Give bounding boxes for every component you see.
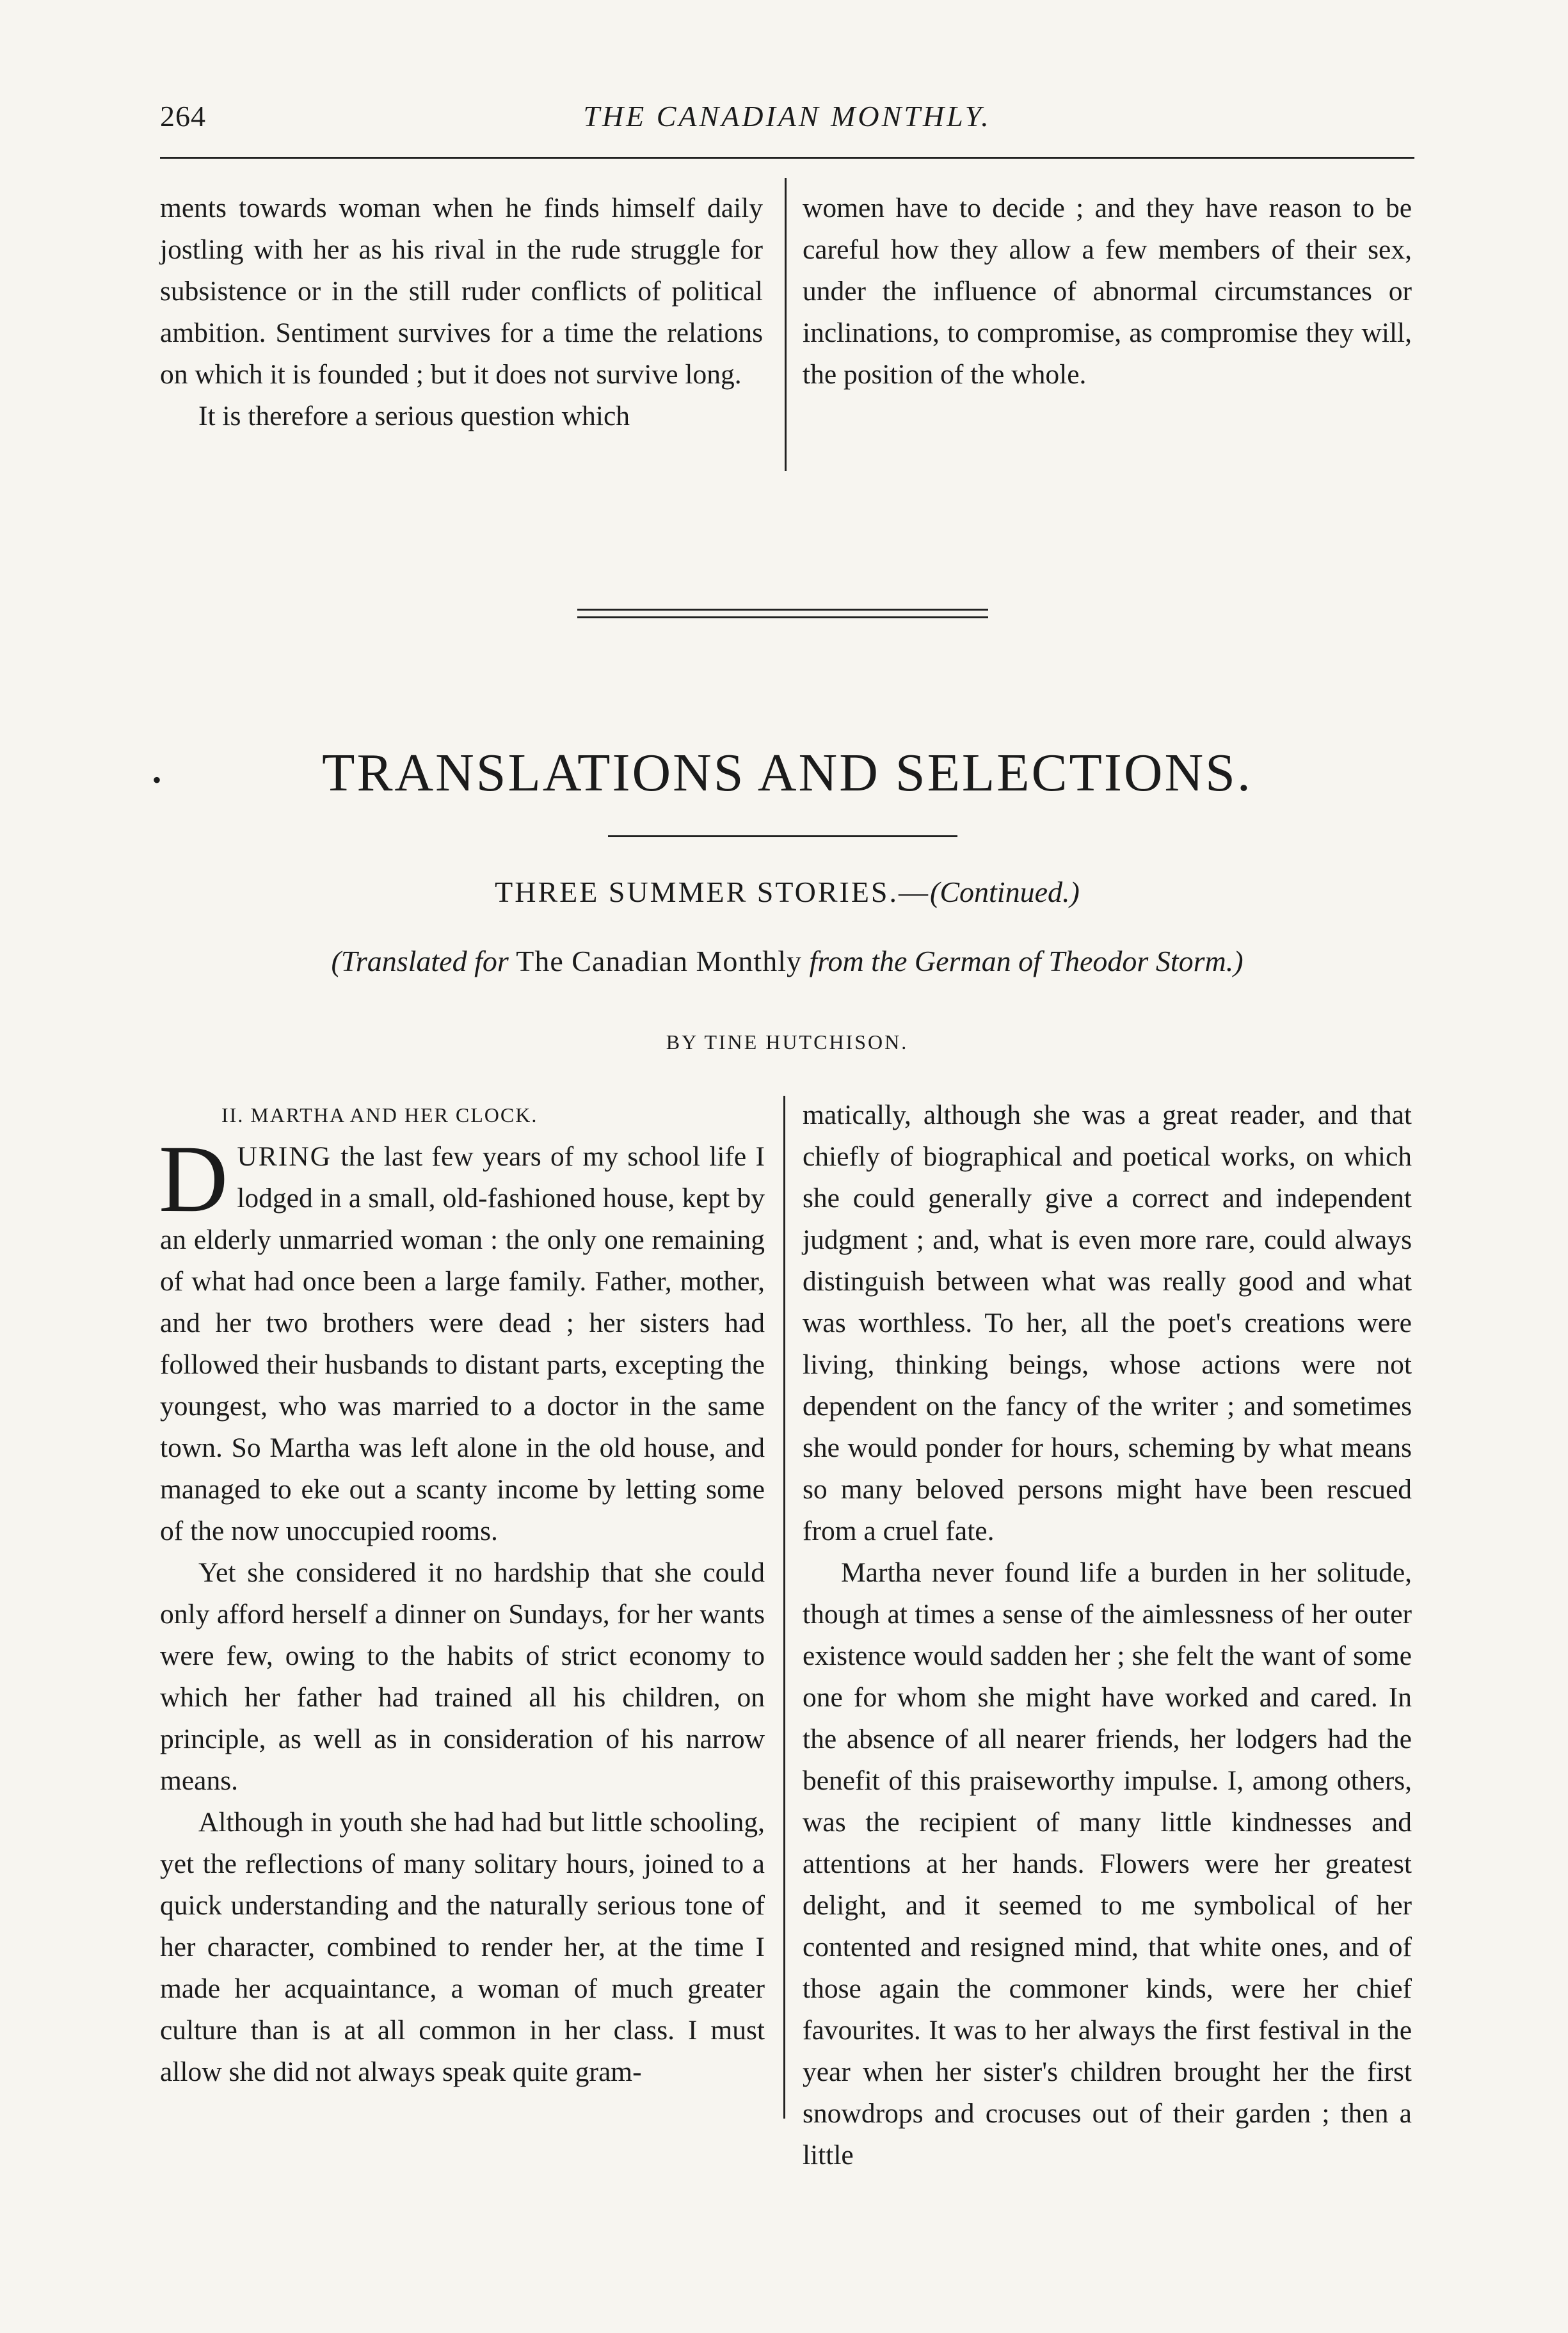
paragraph: women have to decide ; and they have reason to be careful how they allow a few members of their sex, under the influence of abnormal circumstances or inclinations, to compromise, as compromise they will, the position of the whole. — [803, 193, 1412, 390]
translated-prefix: (Translated for — [331, 945, 516, 977]
paragraph: Martha never found life a burden in her solitude, though at times a sense of the aimlessness of her outer existence would sadden her ; she felt the want of some one for whom she might have worked and cared. In the absence of all nearer friends, her lodgers had the benefit of this praiseworthy impulse. I, among others, was the recipient of many little kindnesses and attentions at her hands. Flowers were her greatest delight, and it seemed to me symbolical of her contented and resigned mind, that white ones, and of those again the commoner kinds, were her chief favourites. It was to her always the first festival in the year when her sister's children brought her the first snowdrops and crocuses out of their garden ; then a little — [803, 1557, 1412, 2170]
separator-rule-top — [577, 609, 988, 611]
paragraph: ments towards woman when he finds himself daily jostling with her as his rival in the rude struggle for subsistence or in the still ruder conflicts of political ambition. Sentiment survives for a time the relations on which it is founded ; but it does not survive long. — [160, 193, 763, 390]
paragraph — [159, 1126, 765, 1552]
column-divider — [785, 178, 787, 471]
byline: BY TINE HUTCHISON. — [666, 1030, 909, 1054]
top-left-column — [160, 188, 763, 476]
translated-suffix: from the German of Theodor Storm.) — [801, 945, 1244, 977]
column-divider — [783, 1096, 785, 2119]
page-number: 264 — [160, 100, 206, 132]
translated-magazine: The Canadian Monthly — [516, 945, 802, 977]
paragraph: matically, although she was a great reader, and that chiefly of biographical and poetical works, on which she could generally give a correct and independent judgment ; and, what is even more rare, could always distinguish between what was really good and what was worthless. To her, all the poet's creations were living, thinking beings, whose actions were not dependent on the fancy of the writer ; and sometimes she would ponder for hours, scheming by what means so many beloved persons might have been rescued from a cruel fate. — [803, 1100, 1412, 1546]
section-rule — [608, 835, 957, 837]
chapter-heading: II. MARTHA AND HER CLOCK. — [221, 1103, 538, 1126]
paragraph: Although in youth she had had but little schooling, yet the reflections of many solitary hours, joined to a quick understanding and the naturally serious tone of her character, combined to render her, at the time I made her acquaintance, a woman of much greater culture than is at all common in her class. I must allow she did not always speak quite gram- — [160, 1807, 765, 2087]
paragraph: It is therefore a serious question which — [198, 401, 630, 431]
drop-cap: D — [159, 1126, 228, 1232]
paragraph: Yet she considered it no hardship that she could only afford herself a dinner on Sundays, for her wants were few, owing to the habits of strict economy to which her father had trained all his children, on principle, as well as in consideration of his narrow means. — [160, 1557, 765, 1796]
separator-rule-bottom — [577, 616, 988, 618]
opening-word: URING — [237, 1141, 332, 1172]
top-right-column — [803, 188, 1412, 444]
running-header — [160, 99, 1414, 150]
section-title: TRANSLATIONS AND SELECTIONS. — [322, 743, 1252, 803]
story-left-column — [160, 1094, 765, 2119]
story-title-text: THREE SUMMER STORIES.— — [495, 876, 931, 908]
story-right-column — [803, 1094, 1412, 2170]
translation-note — [160, 944, 1414, 978]
header-rule — [160, 157, 1414, 159]
paragraph-text: the last few years of my school life I lodged in a small, old-fashioned house, kept by an elderly unmarried woman : the only one remaining of what had once been a large family. Father, mother, and her two brothers were dead ; her sisters had followed their husbands to distant parts, excepting the youngest, who was married to a doctor in the same town. So Martha was left alone in the old house, and managed to eke out a scanty income by letting some of the now unoccupied rooms. — [160, 1141, 765, 1546]
story-continued: (Continued.) — [930, 876, 1080, 908]
story-title — [160, 875, 1414, 909]
running-title: THE CANADIAN MONTHLY. — [583, 100, 991, 132]
stray-mark: • — [152, 766, 162, 794]
